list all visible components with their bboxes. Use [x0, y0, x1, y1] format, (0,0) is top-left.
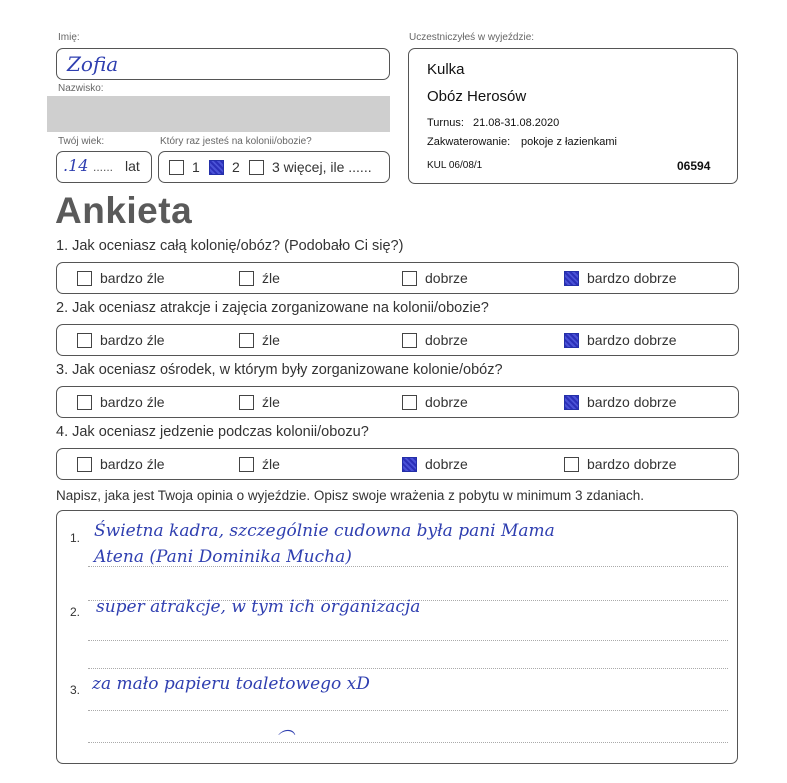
- wiek-label: Twój wiek:: [58, 136, 105, 147]
- q2-option-dobrze[interactable]: dobrze: [402, 331, 468, 349]
- redacted-surname: [47, 96, 390, 132]
- answer-row-1: [56, 262, 739, 294]
- wiek-value: .14: [63, 156, 89, 175]
- answer-row-2: [56, 324, 739, 356]
- checkbox-icon[interactable]: [239, 395, 254, 410]
- answer-number-2: 2.: [70, 605, 81, 619]
- checkbox-icon[interactable]: [169, 160, 184, 175]
- raz-option-3[interactable]: 3 więcej, ile ......: [249, 158, 372, 176]
- zakw-label: Zakwaterowanie:: [427, 136, 511, 148]
- sad-face-emoticon: ︵: [278, 718, 296, 739]
- q3-option-bardzo-dobrze[interactable]: bardzo dobrze: [564, 393, 677, 411]
- turnus-label: Turnus:: [427, 117, 464, 129]
- trip-code: KUL 06/08/1: [427, 160, 483, 171]
- checkbox-icon[interactable]: [239, 333, 254, 348]
- q4-option-bardzo-dobrze[interactable]: bardzo dobrze: [564, 455, 677, 473]
- checked-checkbox-icon[interactable]: [564, 271, 579, 286]
- checkbox-icon[interactable]: [77, 333, 92, 348]
- q4-option-dobrze[interactable]: dobrze: [402, 455, 468, 473]
- answer-number-3: 3.: [70, 683, 81, 697]
- q2-option-bardzo-zle[interactable]: bardzo źle: [77, 331, 165, 349]
- imie-label: Imię:: [58, 32, 80, 43]
- q1-option-dobrze[interactable]: dobrze: [402, 269, 468, 287]
- trip-box: [408, 48, 738, 184]
- ktory-raz-field: [158, 151, 390, 183]
- q3-option-dobrze[interactable]: dobrze: [402, 393, 468, 411]
- ktory-raz-label: Który raz jesteś na kolonii/obozie?: [160, 136, 312, 147]
- checkbox-icon[interactable]: [77, 457, 92, 472]
- q4-option-zle[interactable]: źle: [239, 455, 280, 473]
- checkbox-icon[interactable]: [402, 333, 417, 348]
- checkbox-icon[interactable]: [249, 160, 264, 175]
- answer-line: [88, 668, 728, 669]
- wiek-field[interactable]: [56, 151, 152, 183]
- checkbox-icon[interactable]: [239, 457, 254, 472]
- nazwisko-label: Nazwisko:: [58, 83, 104, 94]
- answer-1-line-1: Świetna kadra, szczególnie cudowna była pani Mama: [94, 521, 555, 541]
- raz-option-1[interactable]: 1: [169, 158, 200, 176]
- wiek-unit: lat: [125, 158, 140, 174]
- q2-option-zle[interactable]: źle: [239, 331, 280, 349]
- trip-organizer: Kulka: [427, 61, 465, 78]
- answer-3: za mało papieru toaletowego xD: [92, 674, 370, 694]
- trip-number: 06594: [677, 159, 711, 173]
- q1-option-bardzo-zle[interactable]: bardzo źle: [77, 269, 165, 287]
- question-4: 4. Jak oceniasz jedzenie podczas kolonii/obozu?: [56, 424, 369, 440]
- q3-option-zle[interactable]: źle: [239, 393, 280, 411]
- checkbox-icon[interactable]: [402, 395, 417, 410]
- q4-option-bardzo-zle[interactable]: bardzo źle: [77, 455, 165, 473]
- checked-checkbox-icon[interactable]: [402, 457, 417, 472]
- question-3: 3. Jak oceniasz ośrodek, w którym były zorganizowane kolonie/obóz?: [56, 362, 503, 378]
- q3-option-bardzo-zle[interactable]: bardzo źle: [77, 393, 165, 411]
- opinion-prompt: Napisz, jaka jest Twoja opinia o wyjeździe. Opisz swoje wrażenia z pobytu w minimum 3 zdaniach.: [56, 488, 645, 503]
- imie-value: Zofia: [67, 52, 119, 76]
- trip-camp-name: Obóz Herosów: [427, 88, 527, 105]
- raz-option-2[interactable]: 2: [209, 158, 240, 176]
- answer-row-4: [56, 448, 739, 480]
- checked-checkbox-icon[interactable]: [564, 395, 579, 410]
- q2-option-bardzo-dobrze[interactable]: bardzo dobrze: [564, 331, 677, 349]
- turnus-value: 21.08-31.08.2020: [473, 117, 560, 129]
- checkbox-icon[interactable]: [77, 271, 92, 286]
- question-1: 1. Jak oceniasz całą kolonię/obóz? (Podobało Ci się?): [56, 238, 404, 254]
- q1-option-bardzo-dobrze[interactable]: bardzo dobrze: [564, 269, 677, 287]
- trip-label: Uczestniczyłeś w wyjeździe:: [409, 32, 535, 43]
- imie-field[interactable]: [56, 48, 390, 80]
- answer-number-1: 1.: [70, 531, 81, 545]
- answer-row-3: [56, 386, 739, 418]
- checked-checkbox-icon[interactable]: [209, 160, 224, 175]
- checkbox-icon[interactable]: [77, 395, 92, 410]
- page-title: Ankieta: [55, 190, 193, 231]
- answer-line: [88, 742, 728, 743]
- zakw-value: pokoje z łazienkami: [521, 136, 617, 148]
- answer-line: [88, 640, 728, 641]
- checkbox-icon[interactable]: [564, 457, 579, 472]
- q1-option-zle[interactable]: źle: [239, 269, 280, 287]
- checkbox-icon[interactable]: [239, 271, 254, 286]
- checked-checkbox-icon[interactable]: [564, 333, 579, 348]
- checkbox-icon[interactable]: [402, 271, 417, 286]
- answer-line: [88, 710, 728, 711]
- answer-2: super atrakcje, w tym ich organizacja: [96, 597, 421, 617]
- wiek-dots: ......: [93, 160, 114, 174]
- question-2: 2. Jak oceniasz atrakcje i zajęcia zorganizowane na kolonii/obozie?: [56, 300, 489, 316]
- answer-1-line-2: Atena (Pani Dominika Mucha): [94, 547, 352, 567]
